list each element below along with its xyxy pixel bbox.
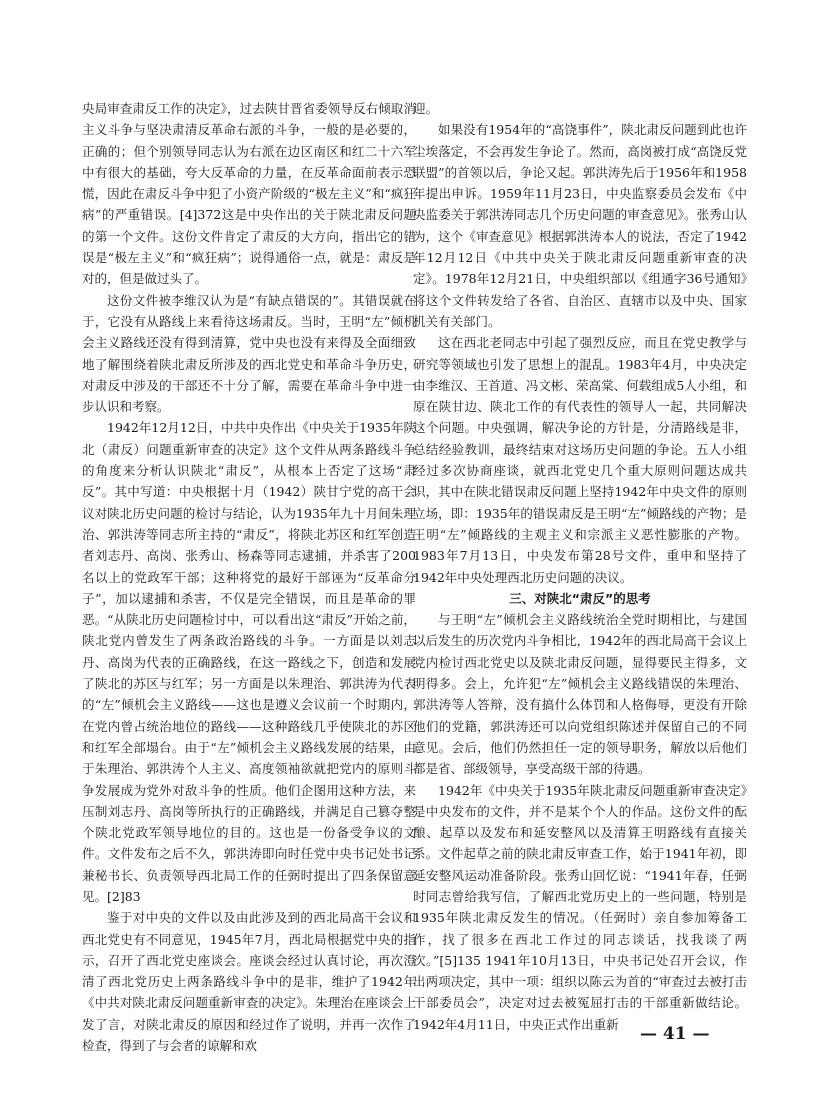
paragraph: 迎。 [413,101,439,116]
paragraph: 这在西北老同志中引起了强烈反应，而且在党史教学与研究等领域也引发了思想上的混乱。1983年4月，中央决定由李维汉、王首道、冯文彬、荣高棠、何载组成5人小组，和原在陕甘边、陕北工作的有代表性的领导人一起，共同解决这个问题。中央强调，解决争论的方针是，分清路线是非，总结经验教训，最终结束对这场历史问题的争论。五人小组经过多次协商座谈，就西北党史几个重大原则问题达成共识，其中在陕北错误肃反问题上坚持1942年中央文件的原则立场，即：1935年的错误肃反是王明“左”倾路线的产物；是王明“左”倾路线的主观主义和宗派主义恶性膨胀的产物。1983年7月13日，中央发布第28号文件，重申和坚持了1942年中央处理西北历史问题的决议。 [413,335,747,585]
paragraph: 这份文件被李维汉认为是“有缺点错误的”。其错误就在于，它没有从路线上来看待这场肃反。当时，王明“左”倾机会主义路线还没有得到清算，党中央也没有来得及全面细致地了解围绕着陕北肃反所涉及的西北党史和革命斗争历史，对肃反中涉及的干部还不十分了解，需要在革命斗争中进一步认识和考察。 [82,292,416,415]
section-title: 三、对陕北“肃反”的思考 [509,590,651,606]
left-column [82,98,416,1056]
paragraph: 1942年12月12日，中共中央作出《中央关于1935年陕北（肃反）问题重新审查的决定》这个文件从两条路线斗争的角度来分析认识陕北“肃反”，从根本上否定了这场“肃反”。其中写道：中央根据十月（1942）陕甘宁党的高干会议对陕北历史问题的检讨与结论，认为1935年九十月间朱理治、郭洪涛等同志所主持的“肃反”，将陕北苏区和红军创造者刘志丹、高岗、张秀山、杨森等同志逮捕，并杀害了200名以上的党政军干部；这种将党的最好干部诬为“反革命分子”，加以逮捕和杀害，不仅是完全错误，而且是革命的罪恶。“从陕北历史问题检讨中，可以看出这“肃反”开始之前，陕北党内曾发生了两条政治路线的斗争。一方面是以刘志丹、高岗为代表的正确路线，在这一路线之下，创造和发展了陕北的苏区与红军；另一方面是以朱理治、郭洪涛为代表的“左”倾机会主义路线——这也是遵义会议前一个时期内，在党内曾占统治地位的路线——这种路线几乎使陕北的苏区和红军全部塌台。由于“左”倾机会主义路线发展的结果，由于朱理治、郭洪涛个人主义、高度领袖欲就把党内的原则斗争发展成为党外对敌斗争的性质。他们企图用这种方法，来压制刘志丹、高岗等所执行的正确路线，并满足自己篡夺整个陕北党政军领导地位的目的。这也是一份备受争议的文件。文件发布之后不久，郭洪涛即向时任党中央书记处书记兼秘书长、负责领导西北局工作的任弼时提出了四条保留意见。[2]83 [82,420,416,904]
paragraph: 1942年《中央关于1935年陕北肃反问题重新审查决定》是中央发布的文件，并不是某个个人的作品。这份文件的酝酿、起草以及发布和延安整风以及清算王明路线有直接关系。文件起草之前的陕北肃反审查工作，始于1941年初，即延安整风运动准备阶段。张秀山回忆说：“1941年春，任弼时同志曾给我写信，了解西北党历史上的一些问题，特别是1935年陕北肃反发生的情况。（任弼时）亲自参加筹备工作，找了很多在西北工作过的同志谈话，找我谈了两次。”[5]135 1941年10月13日，中央书记处召开会议，作出两项决定，其中一项：组织以陈云为首的“审查过去被打击干部委员会”，决定对过去被冤屈打击的干部重新做结论。1942年4月11日，中央正式作出重新 [413,782,747,1032]
right-column [413,98,747,1035]
paragraph: 如果没有1954年的“高饶事件”，陕北肃反问题到此也许尘埃落定，不会再发生争论了。然而，高岗被打成“高饶反党联盟”的首领以后，争论又起。郭洪涛先后于1956年和1958年提出申诉。1959年11月23日，中央监察委员会发布《中央监委关于郭洪涛同志几个历史问题的审查意见》。张秀山认为，这个《审查意见》根据郭洪涛本人的说法，否定了1942年12月12日《中共中央关于陕北肃反问题重新审查的决定》。1978年12月21日，中央组织部以《组通字36号通知》将这个文件转发给了各省、自治区、直辖市以及中央、国家机关有关部门。 [413,122,747,329]
page-number: — 41 — [640,1024,710,1044]
paragraph: 鉴于对中央的文件以及由此涉及到的西北局高干会议和西北党史有不同意见，1945年7月，西北局根据党中央的指示，召开了西北党史座谈会。座谈会经过认真讨论，再次澄清了西北党历史上两条路线斗争中的是非，维护了1942年《中共对陕北肃反问题重新审查的决定》。朱理治在座谈会上发了言，对陕北肃反的原因和经过作了说明，并再一次作了检查，得到了与会者的谅解和欢 [82,910,416,1054]
paragraph: 央局审查肃反工作的决定》，过去陕甘晋省委领导反右倾取消主义斗争与坚决肃清反革命右派的斗争，一般的是必要的，正确的；但个别领导同志认为右派在边区南区和红二十六军中有很大的基础，夸大反革命的力量，在反革命面前表示恐慌，因此在肃反斗争中犯了小资产阶级的“极左主义”和“疯狂病”的严重错误。[4]372这是中央作出的关于陕北肃反问题的第一个文件。这份文件肯定了肃反的大方向，指出它的错误是“极左主义”和“疯狂病”；说得通俗一点，就是：肃反是对的，但是做过头了。 [82,101,416,287]
paragraph: 与王明“左”倾机会主义路线统治全党时期相比，与建国以后发生的历次党内斗争相比，1942年的西北局高干会议上党内检讨西北党史以及陕北肃反问题，显得要民主得多，文明得多。会上，允许犯“左”倾机会主义路线错误的朱理治、郭洪涛等人答辩，没有搞什么体罚和人格侮辱，更没有开除他们的党籍，郭洪涛还可以向党组织陈述并保留自己的不同意见。会后，他们仍然担任一定的领导职务，解放以后他们都是省、部级领导，享受高级干部的待遇。 [413,612,747,777]
